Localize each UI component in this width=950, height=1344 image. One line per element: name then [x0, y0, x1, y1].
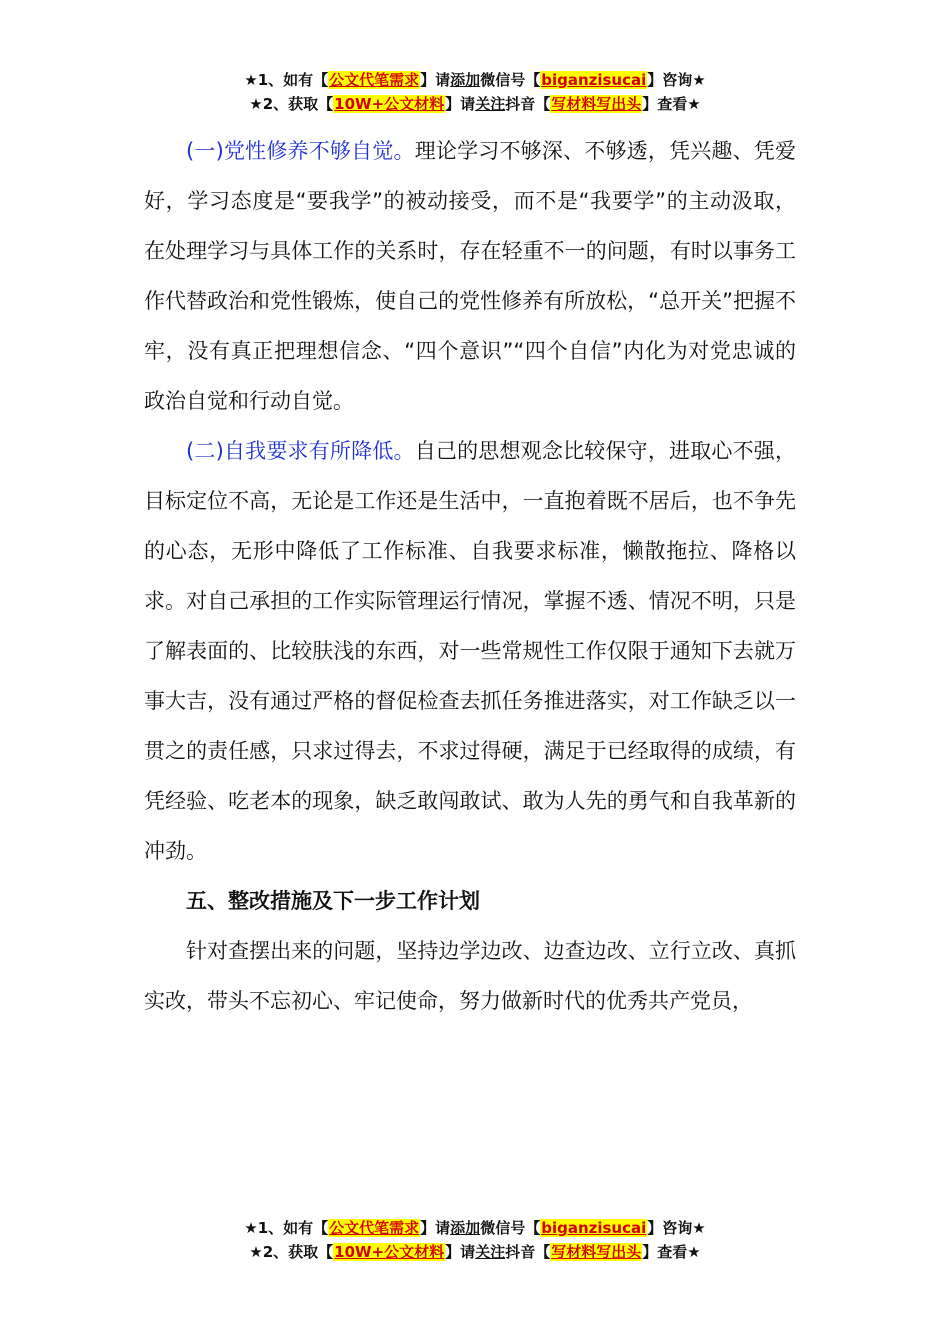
- paragraph-text: 理论学习不够深、不够透，凭兴趣、凭爱好，学习态度是“要我学”的被动接受，而不是“我要学”的主动汲取，在处理学习与具体工作的关系时，存在轻重不一的问题，有时以事务工作代替政治和党性锻炼，使自己的党性修养有所放松，“总开关”把握不牢，没有真正把理想信念、“四个意识”“四个自信”内化为对党忠诚的政治自觉和行动自觉。: [144, 139, 797, 413]
- banner-text: 】咨询: [647, 1219, 693, 1237]
- star-icon: ★: [249, 95, 263, 113]
- banner-text: 】请: [445, 95, 476, 113]
- footer-banner: [0, 1216, 950, 1264]
- document-body: [144, 126, 796, 1026]
- star-icon: ★: [244, 71, 258, 89]
- paragraph-lead: (一)党性修养不够自觉。: [186, 139, 415, 163]
- banner-text: 】咨询: [647, 71, 693, 89]
- paragraph-rectification: 针对查摆出来的问题，坚持边学边改、边查边改、立行立改、真抓实改，带头不忘初心、牢记使命，努力做新时代的优秀共产党员，: [144, 939, 796, 1013]
- banner-text: 1、如有【: [257, 1219, 329, 1237]
- banner-line-1: [0, 1216, 950, 1240]
- banner-text: 2、获取【: [262, 95, 334, 113]
- highlight-service: 公文代笔需求: [329, 1219, 420, 1237]
- star-icon: ★: [687, 95, 701, 113]
- banner-text: 抖音【: [505, 1243, 551, 1261]
- banner-line-2: [0, 1240, 950, 1264]
- banner-text: 微信号【: [480, 71, 541, 89]
- header-banner: [0, 68, 950, 116]
- underline-follow: 关注: [475, 1243, 506, 1261]
- underline-add: 添加: [450, 1219, 481, 1237]
- banner-line-2: [0, 92, 950, 116]
- highlight-douyin-account: 写材料写出头: [551, 95, 642, 113]
- paragraph-text: 自己的思想观念比较保守，进取心不强，目标定位不高，无论是工作还是生活中，一直抱着既不居后，也不争先的心态，无形中降低了工作标准、自我要求标准，懒散拖拉、降格以求。对自己承担的工作实际管理运行情况，掌握不透、情况不明，只是了解表面的、比较肤浅的东西，对一些常规性工作仅限于通知下去就万事大吉，没有通过严格的督促检查去抓任务推进落实，对工作缺乏以一贯之的责任感，只求过得去，不求过得硬，满足于已经取得的成绩，有凭经验、吃老本的现象，缺乏敢闯敢试、敢为人先的勇气和自我革新的冲劲。: [144, 439, 797, 863]
- section-heading: 五、整改措施及下一步工作计划: [186, 889, 480, 913]
- highlight-douyin-account: 写材料写出头: [551, 1243, 642, 1261]
- banner-text: 】查看: [642, 95, 688, 113]
- highlight-wechat-id: biganzisucai: [541, 1219, 647, 1237]
- banner-text: 2、获取【: [262, 1243, 334, 1261]
- banner-text: 微信号【: [480, 1219, 541, 1237]
- star-icon: ★: [244, 1219, 258, 1237]
- star-icon: ★: [692, 71, 706, 89]
- banner-text: 】请: [420, 1219, 451, 1237]
- star-icon: ★: [687, 1243, 701, 1261]
- banner-text: 】查看: [642, 1243, 688, 1261]
- paragraph-lead: (二)自我要求有所降低。: [186, 439, 415, 463]
- star-icon: ★: [692, 1219, 706, 1237]
- paragraph-party-spirit: [144, 126, 796, 426]
- underline-add: 添加: [450, 71, 481, 89]
- banner-text: 抖音【: [505, 95, 551, 113]
- banner-text: 】请: [420, 71, 451, 89]
- paragraph-self-requirement: [144, 426, 796, 876]
- banner-text: 】请: [445, 1243, 476, 1261]
- highlight-service: 公文代笔需求: [329, 71, 420, 89]
- highlight-materials: 10W+公文材料: [334, 1243, 445, 1261]
- highlight-materials: 10W+公文材料: [334, 95, 445, 113]
- highlight-wechat-id: biganzisucai: [541, 71, 647, 89]
- underline-follow: 关注: [475, 95, 506, 113]
- star-icon: ★: [249, 1243, 263, 1261]
- banner-line-1: [0, 68, 950, 92]
- banner-text: 1、如有【: [257, 71, 329, 89]
